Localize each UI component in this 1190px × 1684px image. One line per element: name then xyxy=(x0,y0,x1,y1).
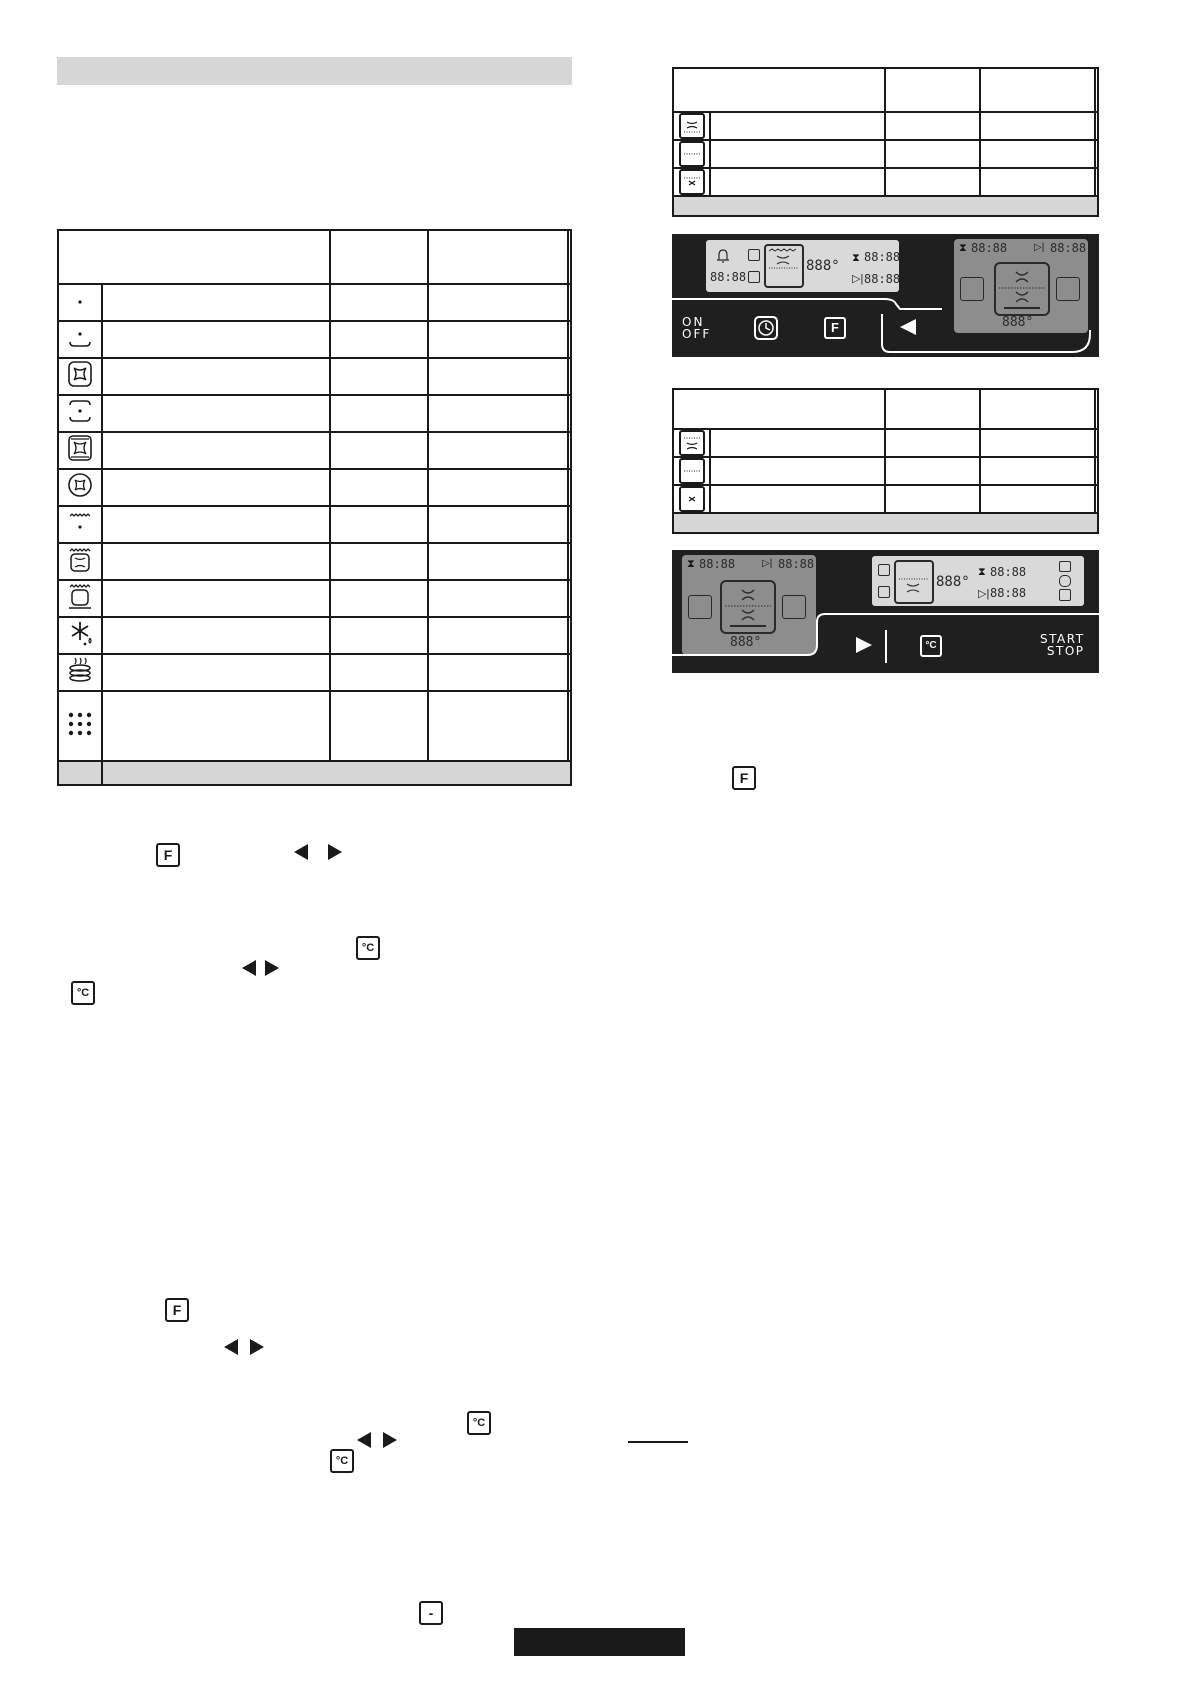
left-arrow-button[interactable] xyxy=(900,319,916,335)
top-bottom-heat-icon xyxy=(58,395,102,432)
panel-outline xyxy=(672,234,1099,357)
table-row xyxy=(58,654,571,691)
temp-set-icon: °C xyxy=(467,1411,491,1435)
underline-divider xyxy=(628,1441,688,1443)
temp-set-icon: °C xyxy=(330,1449,354,1473)
table-row xyxy=(58,284,571,321)
plate-warming-icon xyxy=(58,654,102,691)
right-arrow-icon xyxy=(328,844,342,860)
table-header-cell xyxy=(568,230,571,284)
right-arrow-icon xyxy=(265,960,279,976)
top-split-icon xyxy=(673,140,710,168)
timer-digits: 88:88 xyxy=(971,241,1008,255)
bottom-heat-icon xyxy=(58,321,102,358)
right-arrow-button[interactable] xyxy=(856,637,872,653)
dot-icon xyxy=(58,284,102,321)
fan-icon xyxy=(58,358,102,395)
table-header-cell xyxy=(428,230,568,284)
temperature-digits: 888° xyxy=(936,574,970,590)
section-header-bar xyxy=(57,57,572,85)
top-fan-icon xyxy=(673,112,710,140)
cavity-table-top xyxy=(672,67,1099,217)
right-arrow-icon xyxy=(250,1339,264,1355)
start-stop-button[interactable]: START STOP xyxy=(1040,632,1085,658)
hourglass-icon: ⧗ xyxy=(978,566,986,578)
clock-button[interactable] xyxy=(754,316,778,340)
bottom-fan-icon xyxy=(673,429,710,457)
panel-outline xyxy=(672,550,1099,673)
fan-top-bottom-icon xyxy=(58,432,102,469)
hourglass-icon: ⧗ xyxy=(959,242,967,254)
table-row xyxy=(58,580,571,617)
hourglass-icon: ⧗ xyxy=(852,252,860,264)
table-footer-row xyxy=(58,761,571,785)
timer-digits: 88:88 xyxy=(990,565,1027,579)
end-time-digits: 88:88 xyxy=(990,586,1027,600)
table-row xyxy=(58,395,571,432)
minus-button-icon: - xyxy=(419,1601,443,1625)
end-time-icon: ▷| xyxy=(852,273,864,285)
table-row xyxy=(58,469,571,506)
temperature-digits: 888° xyxy=(806,258,840,274)
table-row xyxy=(58,617,571,654)
timer-digits: 88:88 xyxy=(864,250,901,264)
timer-digits: 88:88 xyxy=(699,557,736,571)
bottom-small-fan-icon xyxy=(673,485,710,513)
end-time-icon: ▷| xyxy=(762,558,773,569)
temp-set-button[interactable]: °C xyxy=(920,635,942,657)
temp-set-icon: °C xyxy=(356,936,380,960)
grill-icon xyxy=(58,506,102,543)
bottom-split-icon xyxy=(673,457,710,485)
table-row xyxy=(58,432,571,469)
top-small-fan-icon xyxy=(673,168,710,196)
ring-fan-icon xyxy=(58,469,102,506)
table-header-cell xyxy=(330,230,428,284)
dots-grid-icon xyxy=(58,691,102,761)
page-footer-bar xyxy=(514,1628,685,1656)
left-arrow-icon xyxy=(294,844,308,860)
end-time-digits: 88:88 xyxy=(1050,241,1087,255)
temp-set-icon: °C xyxy=(71,981,95,1005)
left-arrow-icon xyxy=(224,1339,238,1355)
temperature-digits: 888° xyxy=(1002,315,1034,330)
table-header-cell xyxy=(58,230,330,284)
end-time-digits: 88:88 xyxy=(864,272,901,286)
functions-table xyxy=(57,229,572,786)
control-panel-bottom xyxy=(672,550,1099,673)
grill-fan-bottom-icon xyxy=(58,580,102,617)
table-row xyxy=(58,543,571,580)
clock-digits: 88:88 xyxy=(710,270,747,284)
function-button-icon: F xyxy=(156,843,180,867)
defrost-icon xyxy=(58,617,102,654)
left-arrow-icon xyxy=(357,1432,371,1448)
function-button[interactable]: F xyxy=(824,317,846,339)
function-button-icon: F xyxy=(165,1298,189,1322)
grill-fan-icon xyxy=(58,543,102,580)
end-time-digits: 88:88 xyxy=(778,557,815,571)
left-arrow-icon xyxy=(242,960,256,976)
table-row xyxy=(58,691,571,761)
hourglass-icon: ⧗ xyxy=(687,558,695,570)
table-row xyxy=(58,506,571,543)
cavity-table-bottom xyxy=(672,388,1099,534)
on-off-button[interactable]: ON OFF xyxy=(682,315,712,341)
table-row xyxy=(58,321,571,358)
function-button-icon: F xyxy=(732,766,756,790)
temperature-digits: 888° xyxy=(730,635,762,650)
end-time-icon: ▷| xyxy=(978,588,990,600)
end-time-icon: ▷| xyxy=(1034,242,1045,253)
right-arrow-icon xyxy=(383,1432,397,1448)
control-panel-top xyxy=(672,234,1099,357)
table-row xyxy=(58,358,571,395)
